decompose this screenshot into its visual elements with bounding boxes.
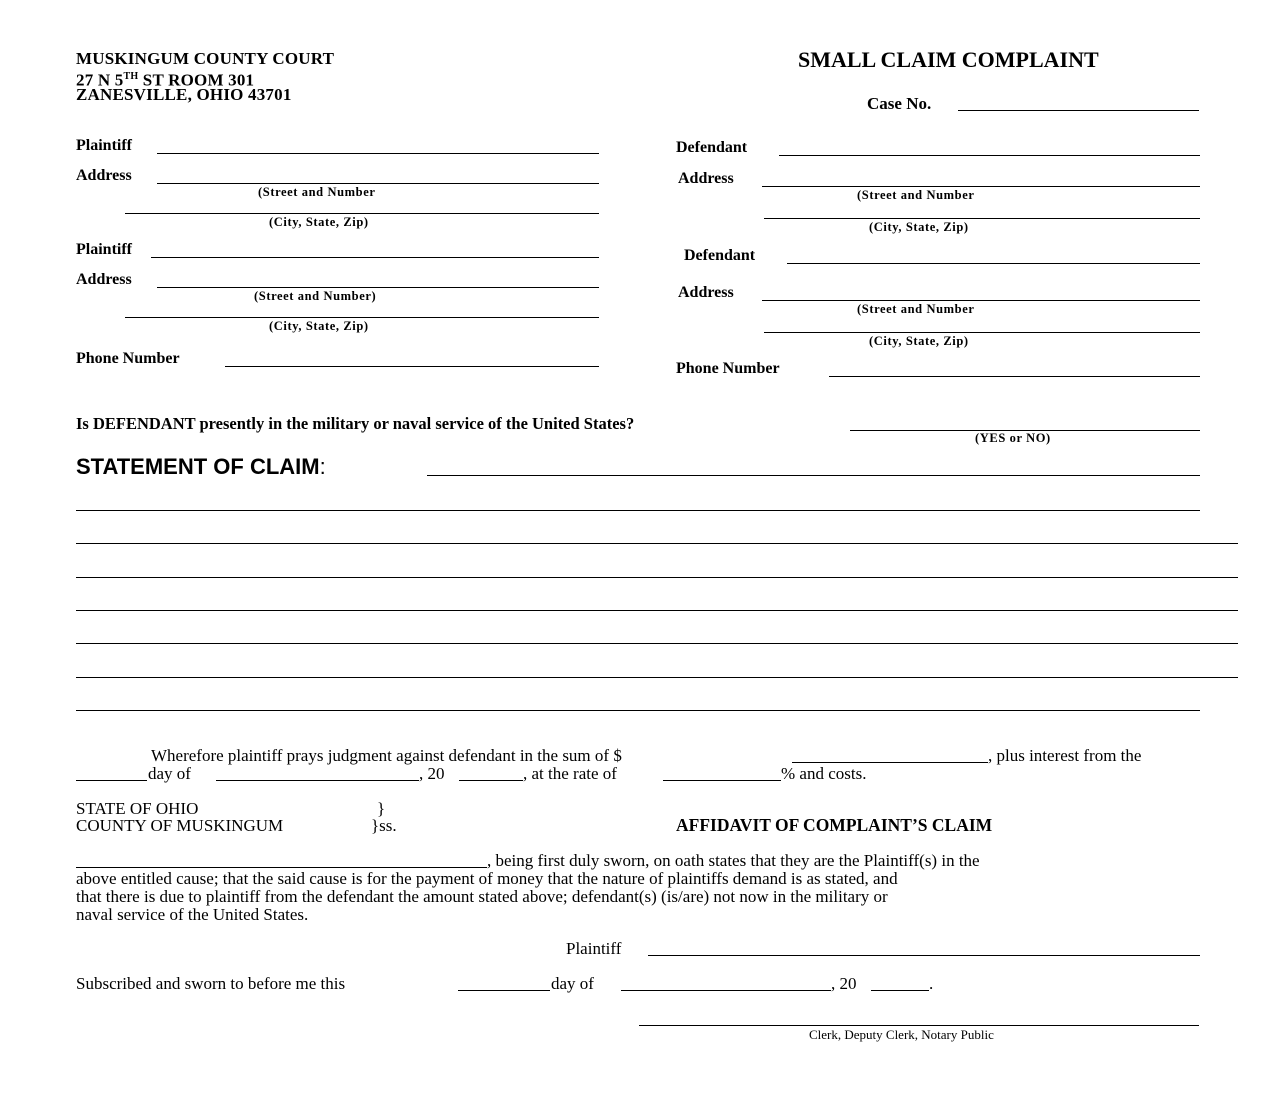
defendant-1-address-label: Address: [678, 170, 734, 187]
sworn-text-c: , 20: [831, 974, 857, 993]
judgment-amount-field[interactable]: [792, 762, 988, 763]
plaintiff-2-street-field[interactable]: [157, 287, 599, 288]
claim-line-3[interactable]: [76, 543, 1238, 544]
military-question: Is DEFENDANT presently in the military or naval service of the United States?: [76, 414, 635, 433]
court-street-suffix: TH: [123, 71, 139, 82]
interest-month-field[interactable]: [216, 780, 419, 781]
defendant-2-field[interactable]: [787, 263, 1200, 264]
defendant-1-field[interactable]: [779, 155, 1200, 156]
plaintiff-phone-field[interactable]: [225, 366, 599, 367]
affidavit-text-3: that there is due to plaintiff from the defendant the amount stated above; defendant(s) (is/are) not now in the military or: [76, 887, 888, 906]
plaintiff-1-city-field[interactable]: [125, 213, 599, 214]
plaintiff-phone-label: Phone Number: [76, 350, 180, 367]
defendant-phone-label: Phone Number: [676, 360, 780, 377]
sworn-day-field[interactable]: [458, 990, 550, 991]
plaintiff-2-city-hint: (City, State, Zip): [269, 319, 369, 333]
claim-line-1[interactable]: [427, 475, 1200, 476]
court-name: MUSKINGUM COUNTY COURT: [76, 49, 335, 68]
wherefore-text-2a: day of: [148, 764, 191, 783]
affidavit-plaintiff-signature[interactable]: [648, 955, 1200, 956]
claim-line-2[interactable]: [76, 510, 1200, 511]
sworn-text-d: .: [929, 974, 934, 993]
clerk-signature-line[interactable]: [639, 1025, 1199, 1026]
defendant-1-city-field[interactable]: [764, 218, 1200, 219]
defendant-2-city-hint: (City, State, Zip): [869, 334, 969, 348]
plaintiff-1-street-field[interactable]: [157, 183, 599, 184]
claim-line-4[interactable]: [76, 577, 1238, 578]
court-street-rest: ST ROOM 301: [138, 70, 255, 90]
court-street-number: 27 N 5: [76, 70, 124, 90]
plaintiff-1-address-label: Address: [76, 167, 132, 184]
defendant-2-address-label: Address: [678, 284, 734, 301]
sworn-text-b: day of: [551, 974, 594, 993]
defendant-1-label: Defendant: [676, 139, 748, 156]
defendant-2-label: Defendant: [684, 247, 756, 264]
venue-brace-1: }: [377, 799, 386, 818]
statement-heading-text: STATEMENT OF CLAIM: [76, 454, 320, 479]
defendant-2-street-hint: (Street and Number: [857, 302, 975, 316]
defendant-2-street-field[interactable]: [762, 300, 1200, 301]
form-title: SMALL CLAIM COMPLAINT: [798, 47, 1099, 72]
defendant-1-street-field[interactable]: [762, 186, 1200, 187]
claim-line-8[interactable]: [76, 710, 1200, 711]
defendant-2-city-field[interactable]: [764, 332, 1200, 333]
venue-brace-2: }ss.: [371, 816, 397, 835]
clerk-label: Clerk, Deputy Clerk, Notary Public: [809, 1027, 994, 1042]
defendant-1-city-hint: (City, State, Zip): [869, 220, 969, 234]
defendant-1-street-hint: (Street and Number: [857, 188, 975, 202]
plaintiff-1-field[interactable]: [157, 153, 599, 154]
interest-year-field[interactable]: [459, 780, 523, 781]
case-number-field[interactable]: [958, 110, 1199, 111]
plaintiff-1-street-hint: (Street and Number: [258, 185, 376, 199]
interest-rate-field[interactable]: [663, 780, 781, 781]
plaintiff-2-city-field[interactable]: [125, 317, 599, 318]
wherefore-text-2c: , at the rate of: [523, 764, 617, 783]
claim-line-6[interactable]: [76, 643, 1238, 644]
claim-line-5[interactable]: [76, 610, 1238, 611]
statement-heading-colon: :: [319, 454, 326, 479]
wherefore-text-2d: % and costs.: [781, 764, 867, 783]
court-city: ZANESVILLE, OHIO 43701: [76, 85, 292, 104]
affidavit-text-2: above entitled cause; that the said cause is for the payment of money that the nature of plaintiffs demand is as stated, and: [76, 869, 898, 888]
affidavit-text-4: naval service of the United States.: [76, 905, 309, 924]
wherefore-text-1b: , plus interest from the: [988, 746, 1142, 765]
defendant-phone-field[interactable]: [829, 376, 1200, 377]
plaintiff-1-label: Plaintiff: [76, 137, 132, 154]
affiant-name-field[interactable]: [76, 867, 487, 868]
interest-day-field[interactable]: [76, 780, 147, 781]
case-number-label: Case No.: [867, 94, 932, 113]
military-answer-hint: (YES or NO): [975, 431, 1051, 445]
statement-heading: [76, 454, 326, 480]
plaintiff-2-address-label: Address: [76, 271, 132, 288]
plaintiff-2-field[interactable]: [151, 257, 599, 258]
plaintiff-1-city-hint: (City, State, Zip): [269, 215, 369, 229]
affidavit-text-1: , being first duly sworn, on oath states that they are the Plaintiff(s) in the: [487, 851, 980, 870]
venue-state: STATE OF OHIO: [76, 799, 199, 818]
wherefore-text-1a: Wherefore plaintiff prays judgment against defendant in the sum of $: [151, 746, 622, 765]
sworn-year-field[interactable]: [871, 990, 929, 991]
venue-county: COUNTY OF MUSKINGUM: [76, 816, 284, 835]
plaintiff-2-label: Plaintiff: [76, 241, 132, 258]
affidavit-plaintiff-label: Plaintiff: [566, 939, 622, 958]
plaintiff-2-street-hint: (Street and Number): [254, 289, 377, 303]
wherefore-text-2b: , 20: [419, 764, 445, 783]
affidavit-title: AFFIDAVIT OF COMPLAINT’S CLAIM: [676, 815, 993, 835]
claim-line-7[interactable]: [76, 677, 1238, 678]
sworn-text-a: Subscribed and sworn to before me this: [76, 974, 346, 993]
sworn-month-field[interactable]: [621, 990, 831, 991]
